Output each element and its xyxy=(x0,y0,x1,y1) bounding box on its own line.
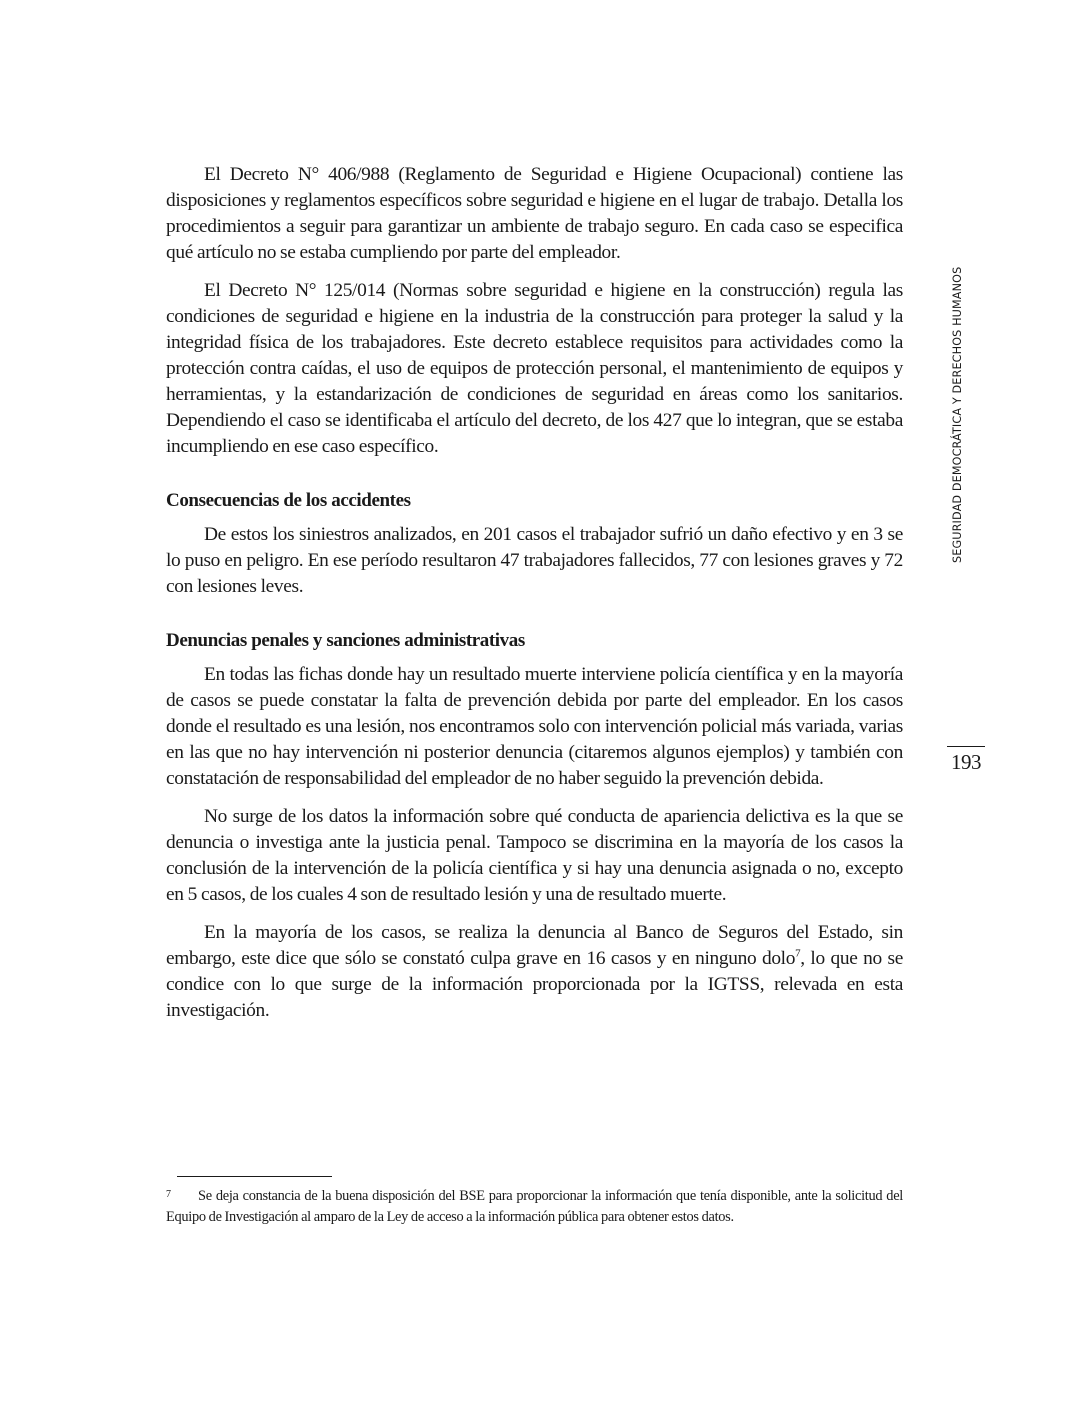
page-number: 193 xyxy=(951,750,981,774)
paragraph-decreto-406: El Decreto N° 406/988 (Reglamento de Seguridad e Higiene Ocupacional) contiene las disposiciones y reglamentos específicos sobre seguridad e higiene en el lugar de trabajo. Detalla los procedimientos a seguir para garantizar un ambiente de trabajo seguro. En cada caso se especifica qué artículo no se estaba cumpliendo por parte del empleador. xyxy=(166,164,903,263)
paragraph-bse-text-1: En la mayoría de los casos, se realiza la denuncia al Banco de Seguros del Estado, sin embargo, este dice que sólo se constató culpa grave en 16 casos y en ninguno dolo xyxy=(166,922,903,969)
paragraph-fichas: En todas las fichas donde hay un resultado muerte interviene policía científica y en la mayoría de casos se puede constatar la falta de prevención debida por parte del empleador. En los casos donde el resultado es una lesión, nos encontramos solo con intervención policial más variada, varias en las que no hay intervención ni posterior denuncia (citaremos algunos ejemplos) y también con constatación de responsabilidad del empleador de no haber seguido la prevención debida. xyxy=(166,664,903,789)
paragraph-decreto-125: El Decreto N° 125/014 (Normas sobre seguridad e higiene en la construcción) regula las condiciones de seguridad e higiene en la industria de la construcción para proteger la salud y la integridad física de los trabajadores. Este decreto establece requisitos para actividades como la protección contra caídas, el uso de equipos de protección personal, el mantenimiento de equipos y herramientas, y la estandarización de condiciones de seguridad en áreas como los sanitarios. Dependiendo el caso se identificaba el artículo del decreto, de los 427 que lo integran, que se estaba incumpliendo en ese caso específico. xyxy=(166,280,903,457)
paragraph-consecuencias: De estos los siniestros analizados, en 201 casos el trabajador sufrió un daño efectivo y en 3 se lo puso en peligro. En ese período resultaron 47 trabajadores fallecidos, 77 con lesiones graves y 72 con lesiones leves. xyxy=(166,524,903,597)
section-heading-consecuencias: Consecuencias de los accidentes xyxy=(166,490,411,511)
paragraph-bse xyxy=(166,920,903,1024)
footnote-7 xyxy=(166,1186,903,1228)
page-number-rule xyxy=(947,746,985,747)
footnote-text: Se deja constancia de la buena disposición del BSE para proporcionar la información que tenía disponible, ante la solicitud del Equipo de Investigación al amparo de la Ley de acceso a la información pública para obtener estos datos. xyxy=(166,1188,903,1225)
paragraph-datos: No surge de los datos la información sobre qué conducta de apariencia delictiva es la que se denuncia o investiga ante la justicia penal. Tampoco se discrimina en la mayoría de los casos la conclusión de la intervención de la policía científica y si hay una denuncia asignada o no, excepto en 5 casos, de los cuales 4 son de resultado lesión y una de resultado muerte. xyxy=(166,806,903,905)
running-head: SEGURIDAD DEMOCRÁTICA Y DERECHOS HUMANOS xyxy=(951,266,964,563)
footnotes xyxy=(166,1176,903,1228)
paragraph-bse-text-2: , lo que no se condice con lo que surge de la información proporcionada por la IGTSS, relevada en esta investigación. xyxy=(166,948,903,1021)
page-number-block xyxy=(946,746,986,774)
section-heading-denuncias: Denuncias penales y sanciones administrativas xyxy=(166,630,525,651)
footnote-reference[interactable]: 7 xyxy=(795,947,801,960)
main-text-column xyxy=(166,162,903,1036)
footnote-number: 7 xyxy=(166,1189,171,1200)
footnote-separator xyxy=(177,1176,332,1177)
